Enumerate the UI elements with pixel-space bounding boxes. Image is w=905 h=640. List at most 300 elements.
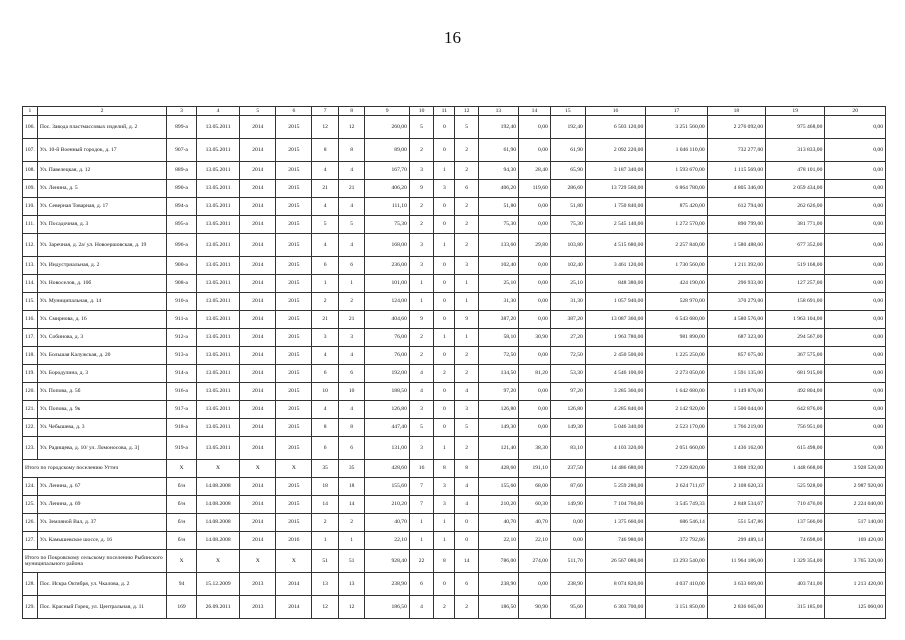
table-cell: 127 257,00 <box>766 275 825 293</box>
table-cell: 2 <box>409 139 433 162</box>
table-cell: 149,30 <box>478 419 518 437</box>
table-cell: 4 <box>338 401 365 419</box>
table-cell: 10 <box>312 383 339 401</box>
row-number-cell: 106. <box>23 116 38 139</box>
table-cell: 210,20 <box>478 496 518 514</box>
column-number: 6 <box>276 107 312 116</box>
table-cell: 1 <box>434 514 455 532</box>
table-cell: 294 567,00 <box>766 329 825 347</box>
row-number-cell: 111. <box>23 216 38 234</box>
table-cell: 919-а <box>167 437 197 460</box>
table-cell: X <box>196 460 239 478</box>
column-number: 19 <box>766 107 825 116</box>
table-cell: 6 <box>409 573 433 596</box>
table-cell: 30,90 <box>519 329 551 347</box>
table-cell: 60,30 <box>519 496 551 514</box>
table-cell: 149,90 <box>550 496 585 514</box>
table-cell: 126,80 <box>478 401 518 419</box>
table-cell: 2015 <box>276 293 312 311</box>
table-cell: 2014 <box>240 180 276 198</box>
table-cell: 87,60 <box>550 478 585 496</box>
table-row <box>23 401 886 419</box>
table-cell: 3 <box>312 329 339 347</box>
table-cell: 975 468,00 <box>766 116 825 139</box>
table-cell: 15.12.2009 <box>196 573 239 596</box>
column-number: 8 <box>338 107 365 116</box>
address-cell: Ул. Попова, д. 9к <box>37 401 166 419</box>
row-number-cell: 123. <box>23 437 38 460</box>
table-cell: 0,00 <box>825 419 886 437</box>
table-cell: 35 <box>312 460 339 478</box>
table-cell: 2014 <box>240 496 276 514</box>
table-cell: 1 <box>312 532 339 550</box>
table-cell: 2 <box>455 234 478 257</box>
row-number-cell: 108. <box>23 162 38 180</box>
table-cell: 1 436 162,00 <box>707 437 765 460</box>
table-row <box>23 419 886 437</box>
table-cell: 387,20 <box>478 311 518 329</box>
table-cell: 2014 <box>240 275 276 293</box>
table-cell: 519 168,00 <box>766 257 825 275</box>
table-cell: 3 <box>409 162 433 180</box>
table-cell: 286,60 <box>550 180 585 198</box>
table-cell: 2 273 050,00 <box>646 365 707 383</box>
table-cell: 26 567 080,00 <box>585 550 645 573</box>
table-cell: 2 848 534,67 <box>707 496 765 514</box>
table-cell: 1 <box>409 275 433 293</box>
table-cell: 35 <box>338 460 365 478</box>
table-cell: 381 771,00 <box>766 216 825 234</box>
table-cell: 3 808 192,00 <box>707 460 765 478</box>
table-cell: 126,80 <box>365 401 410 419</box>
table-cell: 2 142 920,00 <box>646 401 707 419</box>
subtotal-row <box>23 550 886 573</box>
table-cell: 917-а <box>167 401 197 419</box>
table-cell: 51,80 <box>478 198 518 216</box>
table-cell: 1 <box>434 532 455 550</box>
table-cell: 2015 <box>276 347 312 365</box>
table-cell: 2015 <box>276 365 312 383</box>
table-cell: 97,20 <box>478 383 518 401</box>
table-cell: 0,00 <box>825 311 886 329</box>
table-cell: 12 <box>312 596 339 619</box>
row-number-cell: 115. <box>23 293 38 311</box>
table-cell: 51 <box>312 550 339 573</box>
table-cell: 22,10 <box>519 532 551 550</box>
table-cell: 76,00 <box>365 329 410 347</box>
table-cell: 5 <box>409 419 433 437</box>
table-cell: 13 729 560,00 <box>585 180 645 198</box>
table-cell: 3 151 850,00 <box>646 596 707 619</box>
table-cell: 5 046 340,00 <box>585 419 645 437</box>
column-number: 7 <box>312 107 339 116</box>
table-cell: 899-а <box>167 116 197 139</box>
table-cell: 492 804,00 <box>766 383 825 401</box>
table-cell: 2 523 170,00 <box>646 419 707 437</box>
table-cell: 1 <box>409 514 433 532</box>
table-cell: 299 489,14 <box>707 532 765 550</box>
table-cell: 2 059 434,00 <box>766 180 825 198</box>
table-cell: 1 <box>434 162 455 180</box>
table-cell: 687 323,00 <box>707 329 765 347</box>
table-cell: 1 <box>338 275 365 293</box>
table-cell: 2014 <box>240 234 276 257</box>
table-cell: 2 <box>455 365 478 383</box>
table-cell: 2 836 665,00 <box>707 596 765 619</box>
table-cell: 2015 <box>276 139 312 162</box>
table-cell: 2014 <box>240 329 276 347</box>
column-number: 14 <box>519 107 551 116</box>
table-cell: 2 <box>409 347 433 365</box>
table-cell: 14.08.2008 <box>196 532 239 550</box>
table-cell: 528 970,00 <box>646 293 707 311</box>
table-cell: 517 140,00 <box>825 514 886 532</box>
table-cell: 2014 <box>240 311 276 329</box>
table-cell: 1 046 110,00 <box>646 139 707 162</box>
table-cell: 0,00 <box>825 293 886 311</box>
row-number-cell: 113. <box>23 257 38 275</box>
table-cell: 857 675,00 <box>707 347 765 365</box>
address-cell: Ул. Бородулина, д. 3 <box>37 365 166 383</box>
table-cell: 2014 <box>240 139 276 162</box>
table-cell: 428,60 <box>478 460 518 478</box>
table-cell: 65,90 <box>550 162 585 180</box>
table-cell: 4 <box>455 478 478 496</box>
table-cell: 896-а <box>167 234 197 257</box>
row-number-cell: 114. <box>23 275 38 293</box>
table-cell: 13.05.2011 <box>196 311 239 329</box>
table-cell: 8 <box>455 460 478 478</box>
table-cell: 158 691,00 <box>766 293 825 311</box>
table-cell: 13.05.2011 <box>196 216 239 234</box>
table-cell: 0,00 <box>825 401 886 419</box>
table-cell: 894-а <box>167 198 197 216</box>
table-cell: 4 <box>455 496 478 514</box>
address-cell: Ул. Заречная, д. 2а/ ул. Новоершовская, д. 19 <box>37 234 166 257</box>
table-cell: 2014 <box>240 365 276 383</box>
table-cell: 13.05.2011 <box>196 275 239 293</box>
table-cell: 511,70 <box>550 550 585 573</box>
table-cell: 0,00 <box>550 532 585 550</box>
table-cell: 119,60 <box>519 180 551 198</box>
column-number: 1 <box>23 107 38 116</box>
table-cell: 2015 <box>276 401 312 419</box>
table-cell: 2014 <box>240 401 276 419</box>
table-row <box>23 198 886 216</box>
row-number-cell: 127. <box>23 532 38 550</box>
table-cell: 21 <box>312 180 339 198</box>
table-cell: 188,50 <box>365 383 410 401</box>
table-cell: 2015 <box>276 496 312 514</box>
table-cell: 2 <box>409 216 433 234</box>
table-cell: 0,00 <box>825 257 886 275</box>
address-cell: Ул. Павелецкая, д. 12 <box>37 162 166 180</box>
table-row <box>23 329 886 347</box>
table-cell: 0,00 <box>825 139 886 162</box>
table-cell: 27,20 <box>550 329 585 347</box>
table-cell: 5 <box>455 419 478 437</box>
table-cell: 746 980,00 <box>585 532 645 550</box>
table-cell: 0,00 <box>825 329 886 347</box>
table-cell: 191,10 <box>519 460 551 478</box>
table-row <box>23 383 886 401</box>
table-cell: 3 633 669,00 <box>707 573 765 596</box>
table-cell: 2015 <box>276 329 312 347</box>
table-cell: X <box>196 550 239 573</box>
table-cell: 12 <box>312 116 339 139</box>
table-cell: 0,00 <box>825 162 886 180</box>
table-row <box>23 116 886 139</box>
table-cell: 0,00 <box>519 401 551 419</box>
table-cell: 911-а <box>167 311 197 329</box>
table-cell: 895-а <box>167 216 197 234</box>
table-cell: 4 103 320,00 <box>585 437 645 460</box>
address-cell: Ул. Муниципальная, д. 14 <box>37 293 166 311</box>
table-cell: 447,40 <box>365 419 410 437</box>
table-cell: X <box>276 460 312 478</box>
table-cell: 6 543 680,00 <box>646 311 707 329</box>
table-cell: 2014 <box>240 116 276 139</box>
table-cell: 2 <box>312 514 339 532</box>
table-cell: 1 213 420,00 <box>825 573 886 596</box>
table-cell: 133,60 <box>478 234 518 257</box>
table-cell: 11 964 186,00 <box>707 550 765 573</box>
table-cell: 2 <box>434 596 455 619</box>
table-cell: 7 <box>409 496 433 514</box>
table-cell: 262 626,00 <box>766 198 825 216</box>
column-number: 2 <box>37 107 166 116</box>
column-number: 18 <box>707 107 765 116</box>
table-cell: 2015 <box>276 275 312 293</box>
table-cell: 6 <box>338 365 365 383</box>
table-cell: 1 <box>409 293 433 311</box>
table-row <box>23 234 886 257</box>
table-cell: 186,50 <box>478 596 518 619</box>
table-cell: 2015 <box>276 437 312 460</box>
table-cell: 13.05.2011 <box>196 401 239 419</box>
table-cell: 0,00 <box>519 293 551 311</box>
table-cell: б/н <box>167 496 197 514</box>
table-cell: 29,80 <box>519 234 551 257</box>
table-cell: 192,40 <box>550 116 585 139</box>
table-cell: 186,50 <box>365 596 410 619</box>
table-cell: 1 <box>455 275 478 293</box>
table-cell: 2 624 711,67 <box>646 478 707 496</box>
address-cell: Ул. Большая Калужская, д. 20 <box>37 347 166 365</box>
column-number: 13 <box>478 107 518 116</box>
table-cell: 94 <box>167 573 197 596</box>
table-cell: 13.05.2011 <box>196 365 239 383</box>
table-cell: 478 101,00 <box>766 162 825 180</box>
table-cell: 2 051 660,00 <box>646 437 707 460</box>
table-row <box>23 514 886 532</box>
table-cell: 2 450 500,00 <box>585 347 645 365</box>
table-cell: 1 225 250,00 <box>646 347 707 365</box>
table-cell: 0 <box>434 419 455 437</box>
table-cell: 274,00 <box>519 550 551 573</box>
table-cell: 13 <box>338 573 365 596</box>
table-row <box>23 437 886 460</box>
table-cell: 4 <box>312 347 339 365</box>
table-cell: 403 741,00 <box>766 573 825 596</box>
table-cell: 367 575,00 <box>766 347 825 365</box>
table-cell: 0,00 <box>519 347 551 365</box>
table-cell: 0,00 <box>825 216 886 234</box>
table-cell: 3 251 560,00 <box>646 116 707 139</box>
table-cell: X <box>167 550 197 573</box>
address-cell: Ул. Новоселов, д. 10б <box>37 275 166 293</box>
table-cell: 0,00 <box>519 116 551 139</box>
table-cell: 1 580 488,00 <box>707 234 765 257</box>
table-cell: 2013 <box>240 596 276 619</box>
table-cell: 18 <box>312 478 339 496</box>
address-cell: Пос. Завода пластмассовых изделий, д. 2 <box>37 116 166 139</box>
table-cell: 2014 <box>240 162 276 180</box>
table-cell: 612 794,00 <box>707 198 765 216</box>
table-cell: 28,40 <box>519 162 551 180</box>
table-cell: 0 <box>434 573 455 596</box>
column-number: 12 <box>455 107 478 116</box>
table-cell: 406,20 <box>365 180 410 198</box>
table-cell: 22,10 <box>365 532 410 550</box>
address-cell: Ул. Собинова, д. 3 <box>37 329 166 347</box>
table-cell: 1 <box>434 329 455 347</box>
table-cell: 76,00 <box>365 347 410 365</box>
table-cell: 155,60 <box>478 478 518 496</box>
table-cell: 3 928 520,00 <box>825 460 886 478</box>
table-cell: X <box>240 460 276 478</box>
table-cell: 2 <box>455 596 478 619</box>
table-cell: 8 <box>312 139 339 162</box>
table-cell: 1 115 569,00 <box>707 162 765 180</box>
table-cell: 677 352,00 <box>766 234 825 257</box>
table-cell: 0,00 <box>519 311 551 329</box>
table-cell: 0,00 <box>519 419 551 437</box>
table-cell: 424 190,00 <box>646 275 707 293</box>
table-cell: 2015 <box>276 180 312 198</box>
table-cell: 0,00 <box>825 437 886 460</box>
table-cell: 102,40 <box>478 257 518 275</box>
table-cell: 90,90 <box>519 596 551 619</box>
table-cell: 0 <box>434 401 455 419</box>
table-cell: 13 293 540,00 <box>646 550 707 573</box>
table-cell: 25,10 <box>478 275 518 293</box>
table-cell: 913-а <box>167 347 197 365</box>
table-cell: 2014 <box>240 514 276 532</box>
table-cell: 2 257 840,00 <box>646 234 707 257</box>
table-cell: 1 642 680,00 <box>646 383 707 401</box>
table-cell: 9 <box>409 180 433 198</box>
table-cell: 2015 <box>276 116 312 139</box>
table-cell: 3 <box>455 401 478 419</box>
table-cell: 0,00 <box>825 365 886 383</box>
table-cell: 192,00 <box>365 365 410 383</box>
table-cell: 908-а <box>167 275 197 293</box>
table-cell: 889-а <box>167 162 197 180</box>
table-cell: 525 928,00 <box>766 478 825 496</box>
table-cell: 1 375 660,00 <box>585 514 645 532</box>
table-cell: 2015 <box>276 216 312 234</box>
table-cell: 1 329 354,00 <box>766 550 825 573</box>
table-row <box>23 596 886 619</box>
table-cell: 236,00 <box>365 257 410 275</box>
table-cell: 72,50 <box>478 347 518 365</box>
table-cell: 2 <box>409 329 433 347</box>
column-number: 9 <box>365 107 410 116</box>
table-cell: 428,60 <box>365 460 410 478</box>
table-cell: 4 <box>409 596 433 619</box>
table-cell: 103,80 <box>550 234 585 257</box>
table-cell: 0,00 <box>825 347 886 365</box>
table-cell: 2 <box>434 365 455 383</box>
table-cell: 8 <box>434 460 455 478</box>
table-cell: 0 <box>455 532 478 550</box>
table-cell: 4 037 410,00 <box>646 573 707 596</box>
address-cell: Ул. Чебышева, д. 3 <box>37 419 166 437</box>
column-number: 20 <box>825 107 886 116</box>
row-number-cell: 120. <box>23 383 38 401</box>
table-cell: 22,10 <box>478 532 518 550</box>
column-number: 11 <box>434 107 455 116</box>
table-cell: 615 498,00 <box>766 437 825 460</box>
table-cell: 2 224 040,00 <box>825 496 886 514</box>
table-cell: 0,00 <box>519 257 551 275</box>
table-cell: 1 272 570,00 <box>646 216 707 234</box>
table-cell: 875 420,00 <box>646 198 707 216</box>
table-cell: 2 276 092,00 <box>707 116 765 139</box>
table-cell: 5 <box>338 216 365 234</box>
table-cell: 0 <box>434 139 455 162</box>
table-cell: 8 <box>312 419 339 437</box>
address-cell: Ул. Ленина, д. 5 <box>37 180 166 198</box>
table-cell: 1 750 840,00 <box>585 198 645 216</box>
table-row <box>23 293 886 311</box>
row-number-cell: 118. <box>23 347 38 365</box>
table-cell: 2 <box>312 293 339 311</box>
table-cell: 5 259 280,00 <box>585 478 645 496</box>
table-cell: 95,60 <box>550 596 585 619</box>
table-cell: 68,00 <box>519 478 551 496</box>
table-cell: 1 <box>455 329 478 347</box>
table-cell: 168,00 <box>365 234 410 257</box>
table-cell: 0,00 <box>519 383 551 401</box>
table-cell: 101,00 <box>365 275 410 293</box>
table-cell: 5 <box>455 116 478 139</box>
table-cell: 0 <box>434 311 455 329</box>
table-cell: 21 <box>338 180 365 198</box>
table-row <box>23 311 886 329</box>
address-cell: Ул. Смирнова, д. 16 <box>37 311 166 329</box>
table-cell: 9 <box>409 311 433 329</box>
table-cell: 2014 <box>276 573 312 596</box>
table-cell: 4 <box>312 162 339 180</box>
table-cell: 4 285 840,00 <box>585 401 645 419</box>
address-cell: Ул. Индустриальная, д. 2 <box>37 257 166 275</box>
row-number-cell: 107. <box>23 139 38 162</box>
table-cell: 4 580 576,00 <box>707 311 765 329</box>
row-number-cell: 125. <box>23 496 38 514</box>
row-number-cell: 117. <box>23 329 38 347</box>
table-cell: 40,70 <box>519 514 551 532</box>
address-cell: Ул. Камышевское шоссе, д. 16 <box>37 532 166 550</box>
table-cell: 3 545 749,33 <box>646 496 707 514</box>
table-cell: 981 890,00 <box>646 329 707 347</box>
table-cell: 2 <box>455 198 478 216</box>
table-cell: 1 <box>409 532 433 550</box>
column-number: 5 <box>240 107 276 116</box>
table-cell: 13.05.2011 <box>196 293 239 311</box>
table-cell: 1 <box>434 437 455 460</box>
